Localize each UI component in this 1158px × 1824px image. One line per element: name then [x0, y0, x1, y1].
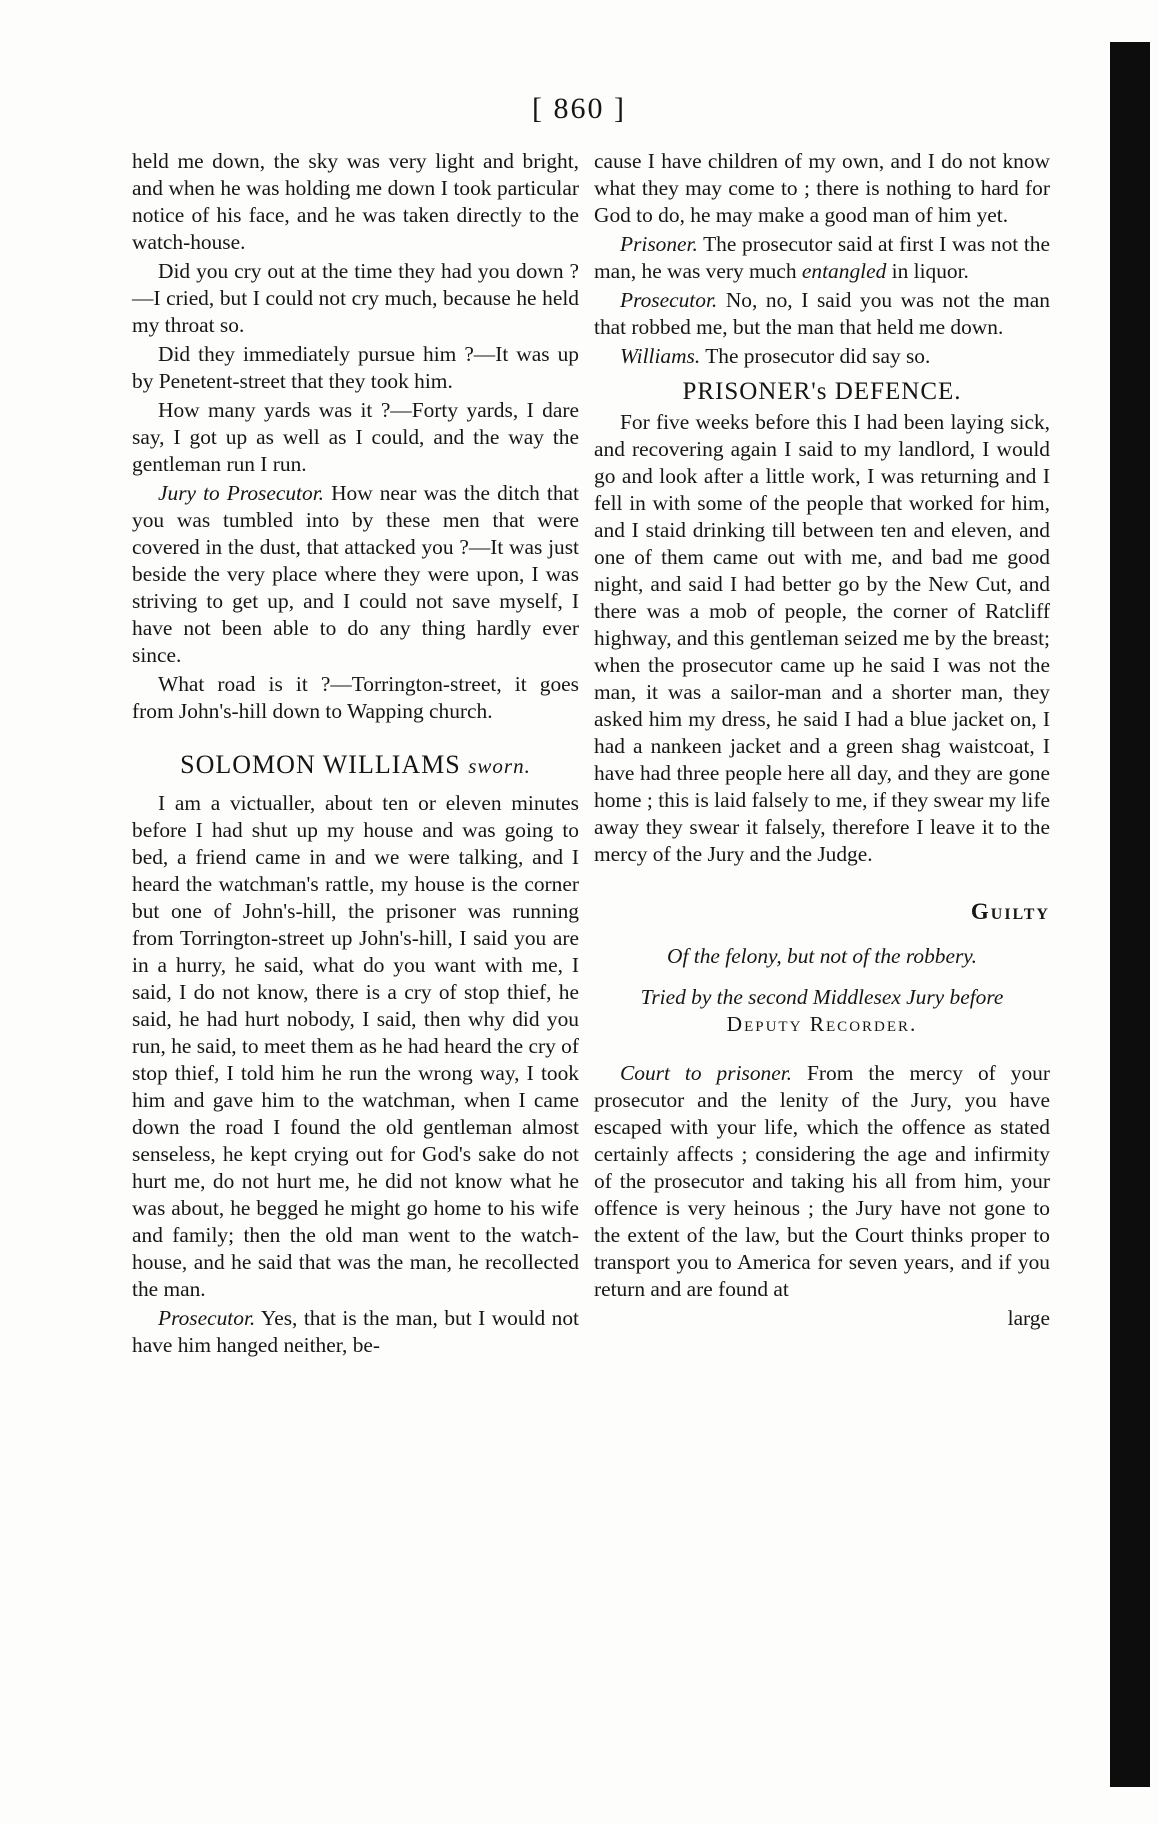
paragraph: held me down, the sky was very light and bright, and when he was holding me down I took particular notice of his face, and he was taken directly to the watch-house.	[132, 149, 579, 254]
paragraph-text: No, no, I said you was not the man that robbed me, but the man that held me down.	[594, 288, 1050, 339]
paragraph: Did you cry out at the time they had you down ?—I cried, but I could not cry much, because he held my throat so.	[132, 259, 579, 337]
speaker-label: Prosecutor.	[620, 288, 718, 312]
paragraph-text: How near was the ditch that you was tumbled into by these men that were covered in the dust, that attacked you ?—It was just beside the very place where they were upon, I was striving to get up, and I could not save myself, I have not been able to do any thing hardly ever since.	[132, 481, 579, 667]
left-column	[132, 148, 579, 1361]
paragraph	[594, 231, 1050, 285]
verdict: Guilty	[970, 899, 1050, 924]
deputy-recorder: Deputy Recorder.	[726, 1012, 918, 1036]
witness-sworn: sworn.	[468, 754, 531, 778]
paragraph	[594, 287, 1050, 341]
page-edge-shadow	[1110, 42, 1150, 1787]
speaker-label: Prosecutor.	[158, 1306, 256, 1330]
paragraph-text: The prosecutor said at first I was not the man, he was very much	[594, 232, 1050, 283]
witness-name: SOLOMON WILLIAMS	[180, 750, 461, 779]
page-number: [ 860 ]	[532, 92, 626, 125]
speaker-label: Court to prisoner.	[620, 1061, 793, 1085]
catchword: large	[1007, 1306, 1050, 1330]
emphasis: entangled	[801, 259, 887, 283]
speaker-label: Williams.	[620, 344, 701, 368]
witness-heading	[132, 751, 579, 780]
paragraph	[132, 1305, 579, 1359]
speaker-label: Jury to Prosecutor.	[158, 481, 324, 505]
paragraph	[594, 343, 1050, 370]
paragraph-text: Yes, that is the man, but I would not have him hanged neither, be-	[132, 1306, 579, 1357]
paragraph: cause I have children of my own, and I do not know what they may come to ; there is nothing to hard for God to do, he may make a good man of him yet.	[594, 149, 1050, 227]
paragraph-text: The prosecutor did say so.	[705, 344, 931, 368]
verdict-detail: Of the felony, but not of the robbery.	[667, 944, 977, 968]
right-column	[594, 148, 1050, 1332]
paragraph-text: in liquor.	[891, 259, 969, 283]
paragraph: I am a victualler, about ten or eleven minutes before I had shut up my house and was going to bed, a friend came in and we were talking, and I heard the watchman's rattle, my house is the corner but one of John's-hill, the prisoner was running from Torrington-street up John's-hill, I said you are in a hurry, he said, what do you want with me, I said, I do not know, there is a cry of stop thief, he said, he had hurt nobody, I said, then why did you run, he said, to meet them as he had heard the cry of stop thief, I told him he run the wrong way, I took him and gave him to the watchman, when I came down the road I found the old gentleman almost senseless, he kept crying out for God's sake do not hurt me, do not hurt me, he did not know what he was about, he begged he might go home to his wife and family; then the old man went to the watch-house, and he said that was the man, he recollected the man.	[132, 791, 579, 1301]
speaker-label: Prisoner.	[620, 232, 698, 256]
paragraph-text: From the mercy of your prosecutor and the lenity of the Jury, you have escaped with your life, which the offence as stated certainly affects ; considering the age and infirmity of the prosecutor and taking his all from him, your offence is very heinous ; the Jury have not gone to the extent of the law, but the Court thinks proper to transport you to America for seven years, and if you return and are found at	[594, 1061, 1050, 1301]
paragraph	[594, 1060, 1050, 1303]
paragraph: How many yards was it ?—Forty yards, I dare say, I got up as well as I could, and the way the gentleman run I run.	[132, 398, 579, 476]
paragraph: For five weeks before this I had been laying sick, and recovering again I said to my landlord, I would go and look after a little work, I was returning and I fell in with some of the people that worked for him, and I staid drinking till between ten and eleven, and one of them came out with me, and bad me good night, and said I had better go by the New Cut, and there was a mob of people, the corner of Ratcliff highway, and this gentleman seized me by the breast; when the prosecutor came up he said I was not the man, it was a sailor-man and a shorter man, they asked him my dress, he said I had a blue jacket on, I had a nankeen jacket and a green shag waistcoat, I have had three people here all day, and they are gone home ; this is laid falsely to me, if they swear my life away they swear it falsely, therefore I leave it to the mercy of the Jury and the Judge.	[594, 410, 1050, 866]
paragraph	[132, 480, 579, 669]
paragraph: What road is it ?—Torrington-street, it goes from John's-hill down to Wapping church.	[132, 672, 579, 723]
defence-heading: PRISONER's DEFENCE.	[682, 378, 962, 405]
paragraph: Did they immediately pursue him ?—It was up by Penetent-street that they took him.	[132, 342, 579, 393]
tried-by-line: Tried by the second Middlesex Jury before	[640, 985, 1004, 1009]
